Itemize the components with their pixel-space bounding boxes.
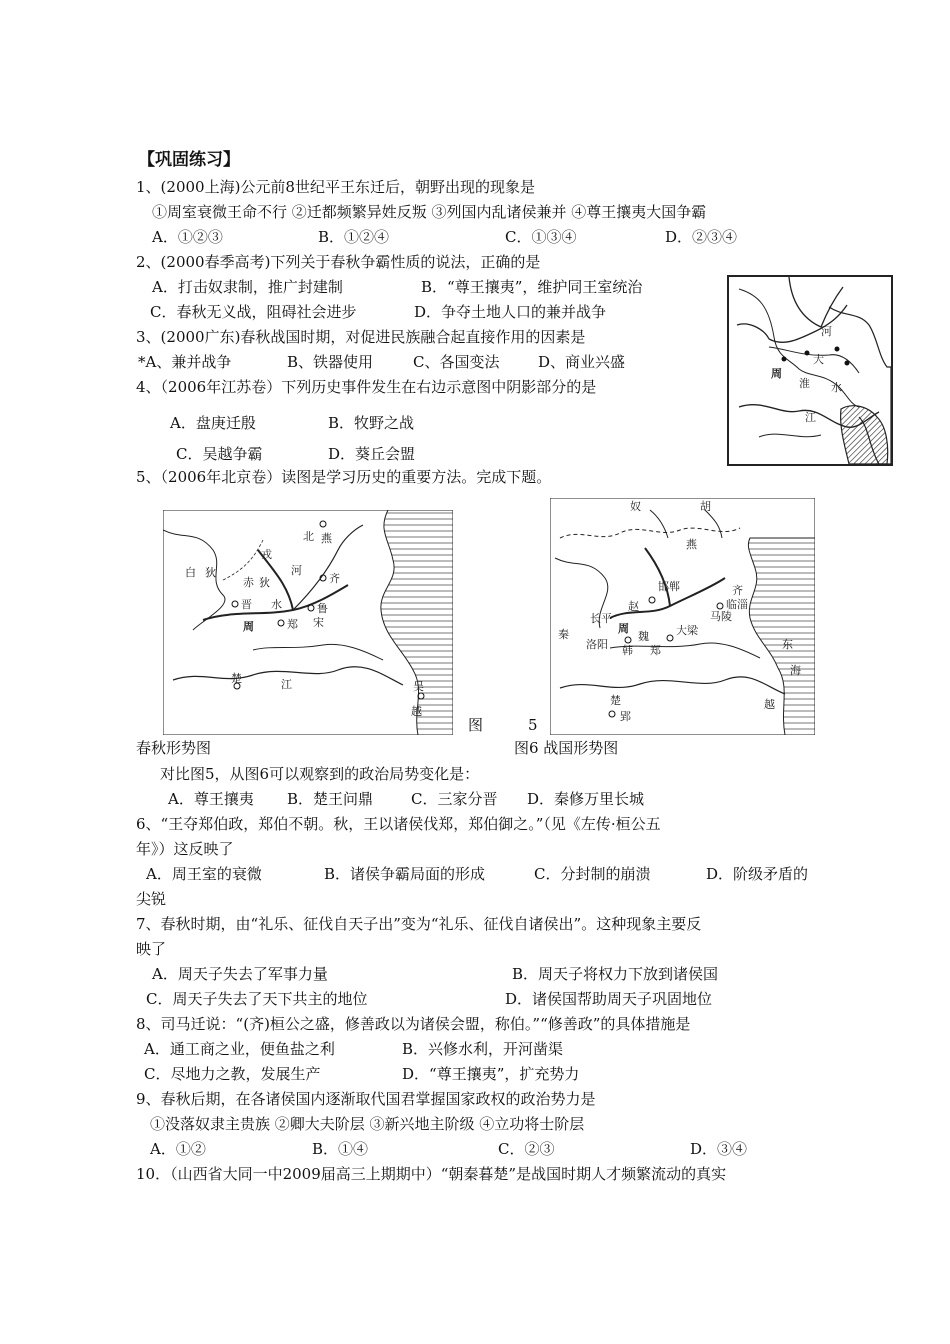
q2-stem: 2、(2000春季高考)下列关于春秋争霸性质的说法，正确的是 [136,253,541,271]
map6-label: 郑 [650,644,661,657]
map6-label: 胡 [700,500,711,513]
q1-items: ①周室衰微王命不行 ②迁都频繁异姓反叛 ③列国内乱诸侯兼并 ④尊王攘夷大国争霸 [152,203,707,221]
fig5-label-a: 图 [468,716,484,734]
q7-stem-line1: 7、春秋时期，由“礼乐、征伐自天子出”变为“礼乐、征伐自诸侯出”。这种现象主要反 [136,915,702,933]
q10-stem: 10．（山西省大同一中2009届高三上期期中）“朝秦暮楚”是战国时期人才频繁流动的真实 [136,1165,727,1183]
q7-option-b: B．周天子将权力下放到诸侯国 [512,965,719,983]
q5-option-d: D．秦修万里长城 [527,790,645,808]
warring-states-map [550,498,815,735]
q7-option-a: A．周天子失去了军事力量 [152,965,328,983]
q6-option-b: B．诸侯争霸局面的形成 [324,865,486,883]
map5-label: 狄 [259,576,270,589]
map5-label: 燕 [321,532,332,545]
q9-items: ①没落奴隶主贵族 ②卿大夫阶层 ③新兴地主阶级 ④立功将士阶层 [150,1115,585,1133]
map6-label: 马陵 [710,610,732,623]
q6-option-d: D．阶级矛盾的 [706,865,809,883]
map5-label: 越 [411,705,422,718]
q8-option-a: A．通工商之业，便鱼盐之利 [144,1040,335,1058]
fig5-label-b: 5 [528,716,538,734]
q6-stem-line1: 6、“王夺郑伯政，郑伯不朝。秋，王以诸侯伐郑，郑伯御之。”（见《左传·桓公五 [136,815,661,833]
q8-option-c: C．尽地力之教，发展生产 [144,1065,321,1083]
q2-option-a: A．打击奴隶制，推广封建制 [152,278,343,296]
map5-label: 狄 [205,566,216,579]
map5-label: 晋 [241,598,252,611]
section-heading: 【巩固练习】 [138,150,240,170]
map6-label: 周 [618,622,629,635]
q1-option-c: C．①③④ [505,228,577,246]
q4-option-b: B．牧野之战 [328,414,415,432]
map6-label: 长平 [590,612,612,625]
map6-label: 海 [790,664,801,677]
map5-label: 河 [291,564,302,577]
q6-stem-line2: 年》）这反映了 [136,840,234,858]
q4-map-label: 水 [831,381,842,394]
q6-option-c: C．分封制的崩溃 [534,865,651,883]
map5-label: 赤 [243,576,254,589]
q8-option-d: D．“尊王攘夷”，扩充势力 [402,1065,580,1083]
map6-label: 赵 [628,600,639,613]
map6-label: 楚 [610,694,621,707]
q4-option-d: D．葵丘会盟 [328,445,416,463]
q4-map-label: 周 [771,367,782,380]
q1-option-a: A．①②③ [152,228,223,246]
q9-stem: 9、春秋后期，在各诸侯国内逐渐取代国君掌握国家政权的政治势力是 [136,1090,596,1108]
q4-map [727,275,893,466]
map6-label: 郢 [620,710,631,723]
map6-label: 奴 [630,500,641,513]
map6-label: 东 [782,638,793,651]
q2-option-c: C．春秋无义战，阻碍社会进步 [150,303,357,321]
q9-option-c: C．②③ [498,1140,555,1158]
map5-label: 吴 [413,680,424,693]
q6-option-a: A．周王室的衰微 [146,865,262,883]
q4-option-a: A．盘庚迁殷 [170,414,256,432]
spring-autumn-map [163,510,453,735]
map5-label: 鲁 [317,602,328,615]
q5-prompt: 对比图5，从图6可以观察到的政治局势变化是： [160,765,480,783]
map6-label: 秦 [558,628,569,641]
q3-option-a: *A、兼并战争 [138,353,232,371]
q9-option-b: B．①④ [312,1140,369,1158]
map6-label: 燕 [686,538,697,551]
q3-option-d: D、商业兴盛 [538,353,626,371]
map5-label: 戎 [261,548,272,561]
q1-option-b: B．①②④ [318,228,390,246]
q3-stem: 3、(2000广东)春秋战国时期，对促进民族融合起直接作用的因素是 [136,328,586,346]
map6-label: 齐 [732,584,743,597]
q6-option-d-tail: 尖锐 [136,890,167,908]
q2-option-d: D．争夺土地人口的兼并战争 [414,303,607,321]
q9-option-d: D．③④ [690,1140,748,1158]
q5-stem: 5、（2006年北京卷）读图是学习历史的重要方法。完成下题。 [136,468,552,486]
fig6-caption: 图6 战国形势图 [514,739,619,757]
q4-map-label: 江 [805,411,816,424]
q4-stem: 4、（2006年江苏卷）下列历史事件发生在右边示意图中阴影部分的是 [136,378,597,396]
map5-label: 宋 [313,616,324,629]
q8-stem: 8、司马迁说：“(齐)桓公之盛，修善政以为诸侯会盟，称伯。”“修善政”的具体措施是 [136,1015,691,1033]
q9-option-a: A．①② [150,1140,206,1158]
q4-map-label: 河 [821,325,832,338]
q5-option-b: B．楚王问鼎 [287,790,374,808]
q3-option-b: B、铁器使用 [287,353,374,371]
q7-option-c: C．周天子失去了天下共主的地位 [146,990,368,1008]
map5-label: 周 [243,620,254,633]
q3-option-c: C、各国变法 [413,353,500,371]
map5-label: 齐 [329,572,340,585]
q1-option-d: D．②③④ [665,228,738,246]
map5-label: 江 [281,678,292,691]
map6-label: 临淄 [726,598,748,611]
map5-label: 北 [303,530,314,543]
q4-map-label: 淮 [799,377,810,390]
map6-label: 韩 [622,644,633,657]
map6-label: 越 [764,698,775,711]
map5-label: 白 [185,566,196,579]
map6-label: 魏 [638,630,649,643]
map5-label: 水 [271,598,282,611]
q7-option-d: D．诸侯国帮助周天子巩固地位 [505,990,713,1008]
q5-option-a: A．尊王攘夷 [168,790,254,808]
map6-label: 大梁 [676,624,698,637]
q8-option-b: B．兴修水利，开河凿渠 [402,1040,564,1058]
q2-option-b: B．“尊王攘夷”，维护同王室统治 [421,278,643,296]
map5-label: 郑 [287,618,298,631]
q4-map-label: 大 [813,353,824,366]
q1-stem: 1、(2000上海)公元前8世纪平王东迁后，朝野出现的现象是 [136,178,535,196]
q4-option-c: C．吴越争霸 [176,445,263,463]
map5-label: 楚 [231,672,242,685]
q7-stem-line2: 映了 [136,940,167,958]
map6-label: 邯郸 [658,580,680,593]
map6-label: 洛阳 [586,638,608,651]
fig5-caption: 春秋形势图 [136,739,212,757]
q5-option-c: C．三家分晋 [411,790,498,808]
